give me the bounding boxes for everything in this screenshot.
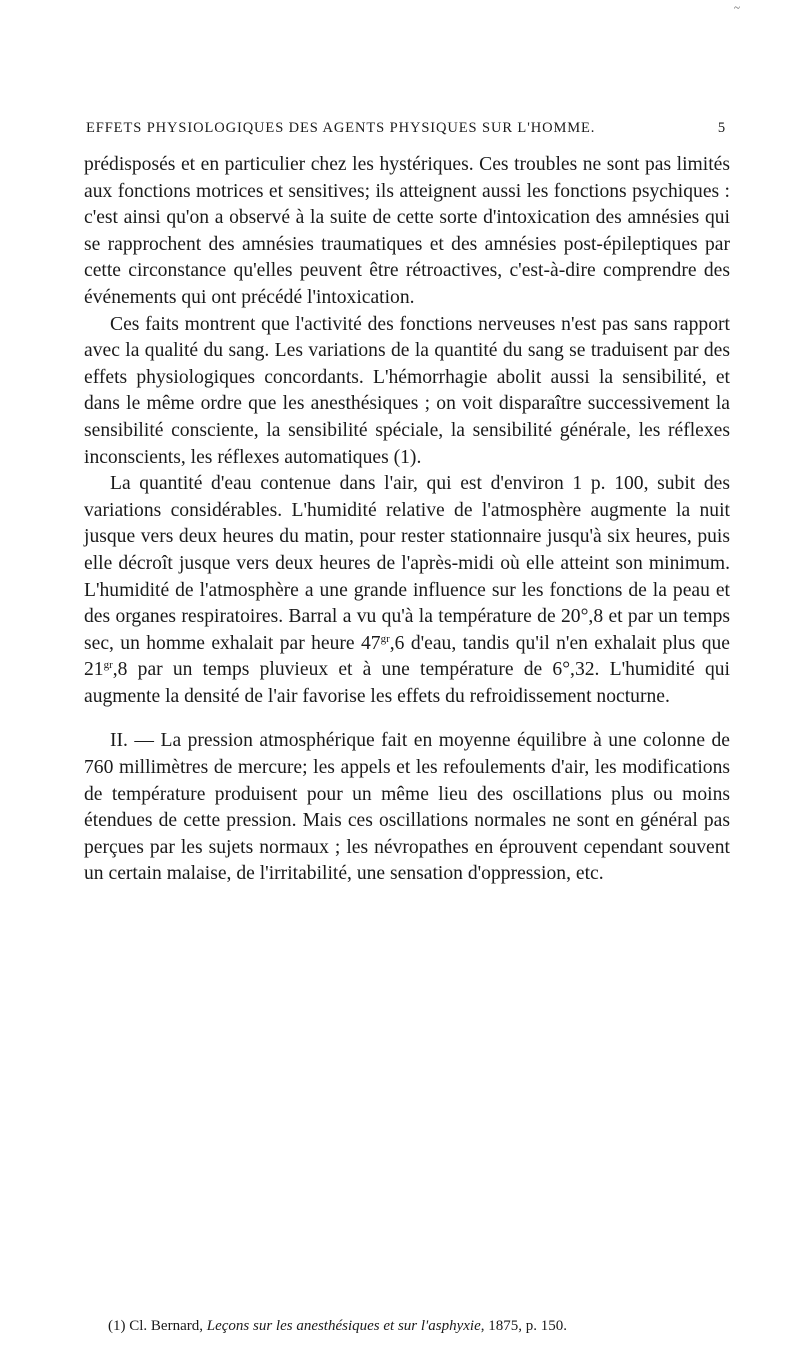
paragraph-2: Ces faits montrent que l'activité des fonctions nerveuses n'est pas sans rapport avec la qualité du sang. Les variations de la quantité du sang se traduisent par des effets physiologiques concordants. L'hémorrhagie abolit aussi la sensibilité, et dans le même ordre que les anesthésiques ; on voit disparaître successivement la sensibilité consciente, la sensibilité spéciale, la sensibilité générale, les réflexes inconscients, les réflexes automatiques (1). <box>84 313 730 468</box>
paragraph-3-part-a: La quantité d'eau contenue dans l'air, qui est d'environ 1 p. 100, subit des variations considérables. L'humidité relative de l'atmosphère augmente la nuit jusque vers deux heures du matin, pour rester stationnaire jusqu'à six heures, puis elle décroît jusque vers deux heures de l'après-midi où elle atteint son minimum. L'humidité de l'atmosphère a une grande influence sur les fonctions de la peau et des organes respiratoires. Barral a vu qu'à la température de 20°,8 et par un temps sec, un homme exhalait par heure 47 <box>84 473 730 654</box>
footnote <box>108 1316 738 1336</box>
paragraph-4-section-ii: II. — La pression atmosphérique fait en moyenne équilibre à une colonne de 760 millimètres de mercure; les appels et les refoulements d'air, les modifications de température produisent pour un même lieu des oscillations plus ou moins étendues de cette pression. Mais ces oscillations normales ne sont en général pas perçues par les sujets normaux ; les névropathes en éprouvent cependant souvent un certain malaise, de l'irritabilité, une sensation d'oppression, etc. <box>84 730 730 885</box>
footnote-prefix: (1) Cl. Bernard, <box>108 1318 207 1334</box>
running-header <box>86 120 726 137</box>
paragraph-3-part-b: ,6 d'eau, tandis qu'il n'en exhalait plus que 21 <box>84 632 730 681</box>
page-number: 5 <box>717 120 726 136</box>
unit-superscript: gr <box>380 632 390 645</box>
print-mark: ~ <box>734 2 740 14</box>
footnote-title: Leçons sur les anesthésiques et sur l'asphyxie <box>206 1318 481 1334</box>
footnote-suffix: , 1875, p. 150. <box>480 1318 567 1334</box>
main-text <box>84 152 730 888</box>
paragraph-3 <box>84 471 730 710</box>
paragraph-3-part-c: ,8 par un temps pluvieux et à une température de 6°,32. L'humidité qui augmente la densité de l'air favorise les effets du refroidissement nocturne. <box>84 659 730 707</box>
running-title: EFFETS PHYSIOLOGIQUES DES AGENTS PHYSIQUES SUR L'HOMME. <box>86 120 596 136</box>
unit-superscript: gr <box>103 659 113 672</box>
paragraph-1: prédisposés et en particulier chez les hystériques. Ces troubles ne sont pas limités aux fonctions motrices et sensitives; ils atteignent aussi les fonctions psychiques : c'est ainsi qu'on a observé à la suite de cette sorte d'intoxication des amnésies qui se rapprochent des amnésies traumatiques et des amnésies post-épileptiques par cette circonstance qu'elles peuvent être rétroactives, c'est-à-dire comprendre des événements qui ont précédé l'intoxication. <box>84 154 730 308</box>
